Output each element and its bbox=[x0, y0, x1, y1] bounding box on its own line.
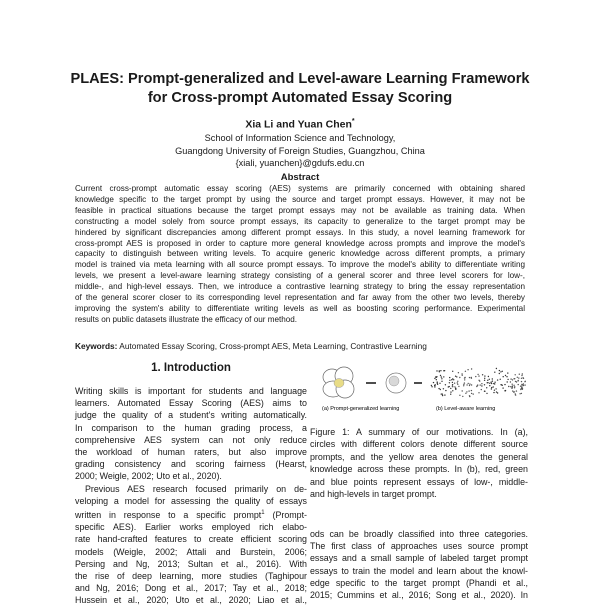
abstract-line: middle-, and high-level essays. Then, we introduce a contrastive learning strategy to bring the essay representation bbox=[75, 282, 525, 292]
essay-point bbox=[520, 386, 521, 387]
figure-1-caption bbox=[310, 426, 528, 500]
essay-point bbox=[524, 381, 525, 382]
essay-point bbox=[478, 375, 479, 376]
essay-point bbox=[503, 376, 504, 377]
essay-point bbox=[510, 381, 511, 382]
essay-point bbox=[436, 379, 437, 380]
essay-point bbox=[435, 376, 436, 377]
essay-point bbox=[442, 395, 443, 396]
essay-point bbox=[484, 378, 485, 379]
essay-point bbox=[502, 371, 503, 372]
intro-line: In comparison to the human grading process, a bbox=[75, 422, 307, 433]
essay-point bbox=[452, 390, 453, 391]
essay-point bbox=[469, 377, 470, 378]
essay-point bbox=[449, 377, 450, 378]
essay-point bbox=[521, 385, 522, 386]
essay-point bbox=[522, 388, 523, 389]
essay-point bbox=[492, 381, 493, 382]
intro-line: Previous AES research focused primarily on de- bbox=[85, 483, 307, 494]
essay-point bbox=[442, 394, 443, 395]
essay-point bbox=[465, 393, 466, 394]
essay-point bbox=[512, 390, 513, 391]
abstract-line: of the general scorer closer to its corresponding level representation and far away from the other two levels, thereby bbox=[75, 293, 525, 303]
essay-point bbox=[455, 376, 456, 377]
figure-1-graphic bbox=[318, 362, 528, 412]
intro-line: the rise of deep learning, more studies (Taghipour bbox=[75, 571, 307, 582]
essay-point bbox=[497, 379, 498, 380]
right-col-line: edge specific to the target prompt (Phandi et al., bbox=[310, 577, 528, 588]
intro-line: judge the quality of a student's writing automatically. bbox=[75, 410, 307, 421]
essay-point bbox=[458, 386, 459, 387]
essay-point bbox=[516, 390, 517, 391]
intro-line: rate hand-crafted features to create efficient scoring bbox=[75, 534, 307, 545]
intro-line: learners. Automated Essay Scoring (AES) aims to bbox=[75, 398, 307, 409]
essay-point bbox=[440, 370, 441, 371]
keywords bbox=[75, 341, 427, 351]
essay-point bbox=[480, 384, 481, 385]
essay-point bbox=[457, 384, 458, 385]
essay-point bbox=[514, 387, 515, 388]
essay-point bbox=[524, 384, 525, 385]
essay-point bbox=[463, 384, 464, 385]
essay-point bbox=[521, 384, 522, 385]
paper-title bbox=[40, 70, 560, 108]
intro-line-footnote bbox=[75, 507, 307, 521]
essay-point bbox=[466, 391, 467, 392]
figure-1 bbox=[318, 362, 528, 412]
essay-point bbox=[502, 387, 503, 388]
essay-point bbox=[462, 396, 463, 397]
essay-point bbox=[431, 385, 432, 386]
essay-point bbox=[469, 385, 470, 386]
intro-line: models (Weigle, 2002; Attali and Burstein, 2006; bbox=[75, 546, 307, 557]
essay-point bbox=[492, 378, 493, 379]
essay-point bbox=[445, 384, 446, 385]
essay-point bbox=[515, 374, 516, 375]
essay-point bbox=[482, 374, 483, 375]
essay-point bbox=[462, 375, 463, 376]
abstract-line: Current cross-prompt automatic essay scoring (AES) systems are primarily concerned with obtaining shared bbox=[75, 184, 525, 193]
essay-point bbox=[496, 391, 497, 392]
essay-point bbox=[512, 384, 513, 385]
essay-point bbox=[481, 383, 482, 384]
essay-point bbox=[431, 386, 432, 387]
essay-point bbox=[448, 386, 449, 387]
intro-line: comprehensive AES system can not only reduce bbox=[75, 434, 307, 445]
author-email: {xiali, yuanchen}@gdufs.edu.cn bbox=[235, 158, 365, 168]
essay-point bbox=[513, 378, 514, 379]
essay-point bbox=[468, 390, 469, 391]
essay-point bbox=[518, 377, 519, 378]
abstract-line: feasible in practical situations because the target prompt essays may not be available as training data. When bbox=[75, 205, 525, 215]
essay-point bbox=[507, 372, 508, 373]
essay-point bbox=[487, 380, 488, 381]
intro-line-suffix: (Prompt- bbox=[264, 510, 308, 520]
essay-point bbox=[449, 380, 450, 381]
essay-point bbox=[481, 389, 482, 390]
essay-point bbox=[455, 389, 456, 390]
essay-point bbox=[444, 394, 445, 395]
essay-point bbox=[454, 386, 455, 387]
essay-point bbox=[496, 368, 497, 369]
abstract-line: levels, we present a level-aware learning strategy consisting of a general scorer and three level scorers for low-, bbox=[75, 271, 525, 281]
general-knowledge-area bbox=[334, 379, 344, 388]
essay-point bbox=[477, 374, 478, 375]
essay-point bbox=[452, 378, 453, 379]
essay-point bbox=[489, 383, 490, 384]
essay-point bbox=[439, 383, 440, 384]
keywords-label: Keywords: bbox=[75, 341, 118, 351]
essay-point bbox=[494, 390, 495, 391]
essay-point bbox=[493, 392, 494, 393]
affiliation-line-2: Guangdong University of Foreign Studies, Guangzhou, China bbox=[175, 146, 425, 156]
essay-point bbox=[451, 379, 452, 380]
intro-line: the workload of human raters, but also improve bbox=[75, 447, 307, 458]
intro-line: 2000; Weigle, 2002; Uto et al., 2020). bbox=[75, 471, 222, 482]
venn-circles bbox=[323, 367, 354, 398]
essay-point bbox=[494, 382, 495, 383]
essay-point bbox=[450, 394, 451, 395]
essay-point bbox=[484, 384, 485, 385]
essay-point bbox=[487, 382, 488, 383]
essay-point bbox=[443, 388, 444, 389]
authors bbox=[40, 118, 560, 131]
essay-point bbox=[518, 380, 519, 381]
essay-point bbox=[464, 377, 465, 378]
essay-point bbox=[478, 380, 479, 381]
essay-point bbox=[450, 388, 451, 389]
essay-point bbox=[521, 378, 522, 379]
essay-point bbox=[484, 391, 485, 392]
essay-point bbox=[513, 385, 514, 386]
essay-point bbox=[443, 376, 444, 377]
footnote-mark[interactable]: 1 bbox=[261, 510, 265, 517]
caption-line: and high-levels in target prompt. bbox=[310, 489, 437, 500]
essay-point bbox=[481, 385, 482, 386]
right-col-line: essays to train the model and learn about the knowl- bbox=[310, 565, 528, 576]
essay-point bbox=[459, 377, 460, 378]
intro-line: grading consistency and scoring fairness (Hearst, bbox=[75, 459, 307, 470]
essay-point bbox=[433, 382, 434, 383]
essay-point bbox=[521, 375, 522, 376]
essay-point bbox=[506, 376, 507, 377]
intro-left-column bbox=[75, 385, 307, 607]
essay-point bbox=[471, 368, 472, 369]
caption-line: prompts, and the yellow area denotes the general bbox=[310, 451, 528, 462]
affiliation-line-1: School of Information Science and Technology, bbox=[204, 133, 396, 143]
essay-point bbox=[488, 376, 489, 377]
caption-line: and blue points represent essays of low-, middle- bbox=[310, 476, 528, 487]
essay-point bbox=[464, 379, 465, 380]
intro-line: Writing skills is important for students and language bbox=[75, 386, 307, 396]
abstract-heading: Abstract bbox=[280, 172, 320, 183]
figure-label-b: (b) Level-aware learning bbox=[436, 406, 496, 412]
essay-point bbox=[494, 372, 495, 373]
essay-point bbox=[490, 382, 491, 383]
essay-point bbox=[507, 379, 508, 380]
essay-point bbox=[484, 380, 485, 381]
essay-point bbox=[434, 386, 435, 387]
essay-point bbox=[491, 387, 492, 388]
essay-point bbox=[452, 371, 453, 372]
essay-point bbox=[452, 384, 453, 385]
intro-line: specific AES). Earlier works employed rich elabo- bbox=[75, 522, 307, 533]
essay-point bbox=[491, 388, 492, 389]
essay-point bbox=[519, 393, 520, 394]
keywords-text: Automated Essay Scoring, Cross-prompt AES, Meta Learning, Contrastive Learning bbox=[119, 341, 427, 351]
abstract-line: hindered by significant discrepancies among different prompt essays. In this study, a novel learning framework for bbox=[75, 227, 525, 237]
essay-point bbox=[458, 372, 459, 373]
essay-point bbox=[489, 379, 490, 380]
essay-point bbox=[467, 369, 468, 370]
essay-point bbox=[499, 370, 500, 371]
essay-point bbox=[439, 370, 440, 371]
author-mark: * bbox=[351, 118, 355, 125]
abstract-line: cross-prompt AES is proposed in order to capture more general knowledge across prompts and improve the model's bbox=[75, 238, 525, 248]
essay-point bbox=[465, 371, 466, 372]
essay-point bbox=[449, 382, 450, 383]
essay-point bbox=[469, 383, 470, 384]
essay-point bbox=[473, 393, 474, 394]
essay-point bbox=[434, 378, 435, 379]
essay-point bbox=[459, 395, 460, 396]
section-heading-introduction: 1. Introduction bbox=[151, 362, 231, 374]
essay-point bbox=[464, 382, 465, 383]
essay-point bbox=[493, 386, 494, 387]
abstract-line: improving the system's ability to differentiate writing levels as well as boosting scoring performance. Experimental bbox=[75, 303, 525, 313]
essay-point bbox=[495, 388, 496, 389]
intro-line: veloping a model for assessing the quality of essays bbox=[75, 495, 307, 506]
essay-point bbox=[471, 393, 472, 394]
author-names: Xia Li and Yuan Chen bbox=[245, 118, 352, 131]
essay-point bbox=[440, 375, 441, 376]
prompt-generalized-result bbox=[386, 373, 406, 393]
essay-point bbox=[512, 379, 513, 380]
essay-point bbox=[521, 393, 522, 394]
caption-line: circles with different colors denote different source bbox=[310, 439, 528, 450]
essay-point bbox=[461, 373, 462, 374]
essay-point bbox=[454, 383, 455, 384]
essay-point bbox=[493, 383, 494, 384]
essay-point bbox=[456, 376, 457, 377]
essay-point bbox=[471, 390, 472, 391]
essay-point bbox=[471, 377, 472, 378]
essay-point bbox=[517, 377, 518, 378]
essay-point bbox=[508, 386, 509, 387]
essay-point bbox=[445, 390, 446, 391]
essay-point bbox=[457, 381, 458, 382]
intro-line: Persing and Ng, 2013; Sultan et al., 2016). With bbox=[75, 558, 307, 569]
essay-point bbox=[452, 382, 453, 383]
essay-point bbox=[523, 385, 524, 386]
title-line-1: PLAES: Prompt-generalized and Level-aware Learning Framework bbox=[70, 71, 530, 87]
essay-point bbox=[500, 379, 501, 380]
right-col-line: essays and a small sample of labeled target prompt bbox=[310, 553, 528, 564]
essay-point bbox=[499, 373, 500, 374]
essay-point bbox=[463, 385, 464, 386]
essay-point bbox=[515, 393, 516, 394]
essay-point bbox=[441, 381, 442, 382]
intro-line: Hussein et al., 2020; Uto et al., 2020; Liao et al., bbox=[75, 595, 307, 606]
essay-point bbox=[500, 371, 501, 372]
essay-point bbox=[462, 390, 463, 391]
essay-point bbox=[443, 370, 444, 371]
essay-point bbox=[518, 384, 519, 385]
essay-point bbox=[468, 383, 469, 384]
intro-right-column bbox=[310, 528, 528, 601]
essay-point bbox=[441, 376, 442, 377]
caption-line: knowledge across these prompts. In (b), red, green bbox=[310, 464, 528, 475]
abstract-line: capacity to distinguish between writing levels. To acquire generic knowledge across different prompts, a primary bbox=[75, 249, 525, 259]
essay-point bbox=[435, 384, 436, 385]
essay-point bbox=[477, 384, 478, 385]
essay-point bbox=[486, 387, 487, 388]
essay-point bbox=[486, 393, 487, 394]
abstract-line: knowledge specific to the target prompt by using the source and target prompt essays. However, it may not be bbox=[75, 194, 525, 204]
essay-point bbox=[469, 395, 470, 396]
essay-point bbox=[523, 378, 524, 379]
essay-point bbox=[471, 384, 472, 385]
essay-point bbox=[515, 381, 516, 382]
intro-line-text: written in response to a specific prompt bbox=[75, 510, 262, 520]
essay-point bbox=[504, 384, 505, 385]
figure-label-a: (a) Prompt-generalized learning bbox=[322, 406, 400, 412]
essay-point bbox=[491, 383, 492, 384]
essay-point bbox=[500, 384, 501, 385]
essay-point bbox=[502, 385, 503, 386]
essay-point bbox=[497, 392, 498, 393]
essay-point bbox=[512, 386, 513, 387]
level-scatter bbox=[431, 368, 526, 398]
essay-point bbox=[457, 382, 458, 383]
essay-point bbox=[510, 386, 511, 387]
essay-point bbox=[522, 373, 523, 374]
essay-point bbox=[510, 378, 511, 379]
intro-line: and Ng, 2016; Dong et al., 2017; Tay et al., 2018; bbox=[75, 583, 307, 594]
essay-point bbox=[523, 383, 524, 384]
essay-point bbox=[452, 385, 453, 386]
essay-point bbox=[521, 381, 522, 382]
right-col-line: 2015; Cummins et al., 2016; Song et al., 2020). In bbox=[310, 590, 528, 601]
right-col-line: The first class of approaches uses source prompt bbox=[310, 541, 528, 552]
essay-point bbox=[511, 388, 512, 389]
essay-point bbox=[440, 389, 441, 390]
abstract-line: results on public datasets illustrate the efficacy of our method. bbox=[75, 314, 298, 324]
essay-point bbox=[505, 375, 506, 376]
right-col-line: ods can be broadly classified into three categories. bbox=[310, 529, 528, 539]
essay-point bbox=[437, 383, 438, 384]
essay-point bbox=[466, 384, 467, 385]
essay-point bbox=[450, 391, 451, 392]
essay-point bbox=[504, 390, 505, 391]
essay-point bbox=[484, 375, 485, 376]
abstract-body bbox=[75, 184, 525, 326]
abstract-line: constructing a model solely from source prompt essays, its capacity to generalize to the target prompt may be bbox=[75, 216, 525, 226]
abstract-line: model is trained via meta learning with all source prompt essays. To improve the model's ability to differentiate writing bbox=[75, 260, 525, 270]
essay-point bbox=[438, 388, 439, 389]
essay-point bbox=[478, 392, 479, 393]
caption-line: Figure 1: A summary of our motivations. In (a), bbox=[310, 427, 528, 437]
essay-point bbox=[436, 370, 437, 371]
essay-point bbox=[507, 381, 508, 382]
essay-point bbox=[514, 391, 515, 392]
essay-point bbox=[475, 376, 476, 377]
essay-point bbox=[519, 374, 520, 375]
title-line-2: for Cross-prompt Automated Essay Scoring bbox=[147, 90, 453, 106]
essay-point bbox=[441, 378, 442, 379]
essay-point bbox=[489, 385, 490, 386]
result-core bbox=[389, 376, 399, 386]
